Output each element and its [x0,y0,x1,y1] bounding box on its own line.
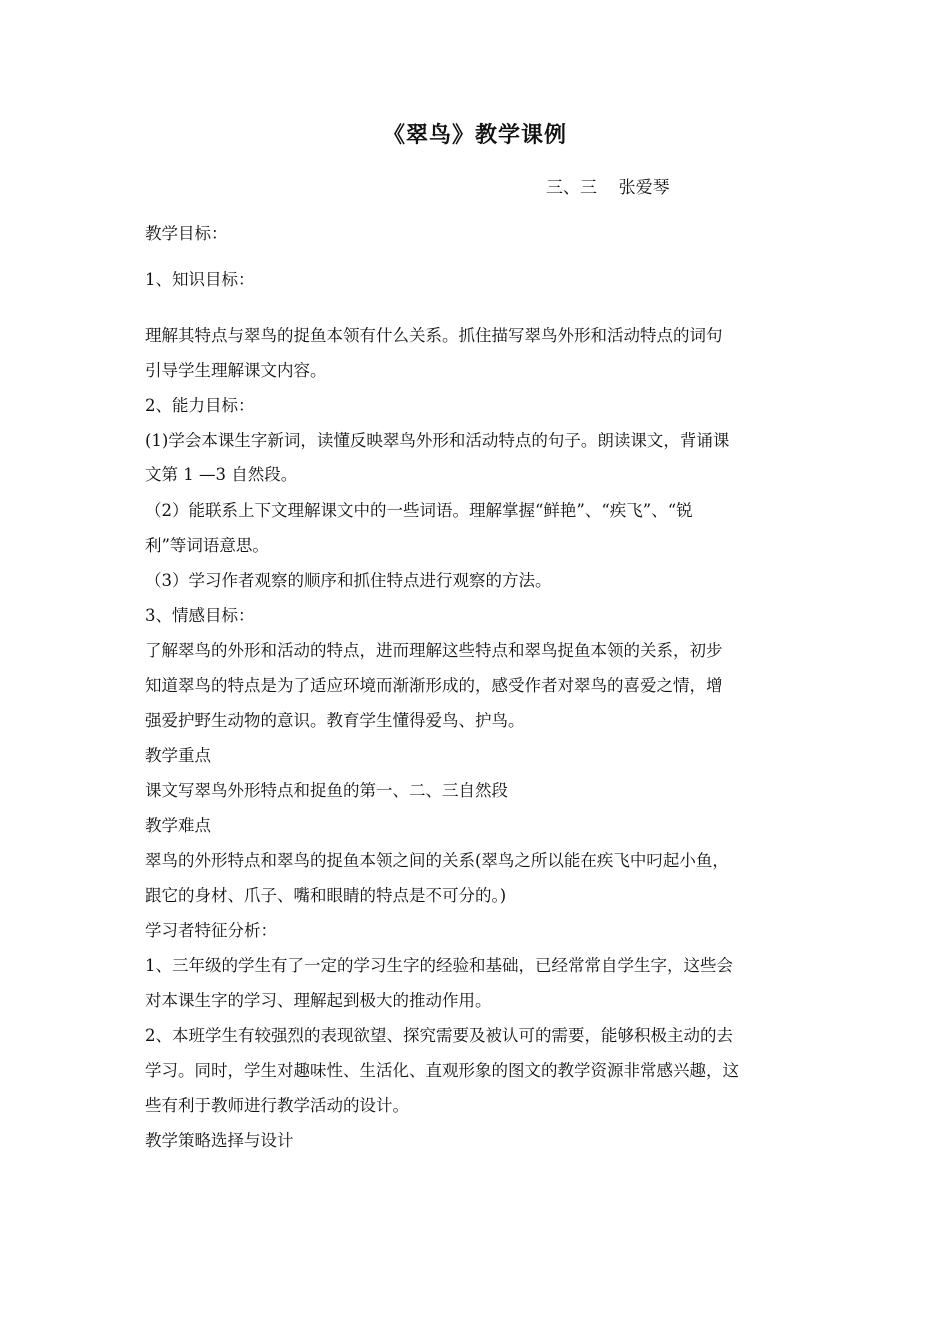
text-line: 利”等词语意思。 [145,536,269,555]
text-line: 1、知识目标： [145,270,255,289]
text-line: 教学目标： [145,224,228,243]
text-line: 跟它的身材、爪子、嘴和眼睛的特点是不可分的。) [145,886,507,905]
text-line: 理解其特点与翠鸟的捉鱼本领有什么关系。抓住描写翠鸟外形和活动特点的词句 [145,326,723,345]
text-line: 学习。同时，学生对趣味性、生活化、直观形象的图文的教学资源非常感兴趣，这 [145,1061,739,1080]
text-line: 教学重点 [145,746,211,765]
text-line: 3、情感目标： [145,606,255,625]
text-line: (1)学会本课生字新词，读懂反映翠鸟外形和活动特点的句子。朗读课文，背诵课 [145,431,730,450]
text-line: 教学策略选择与设计 [145,1131,294,1150]
document-title: 《翠鸟》教学课例 [382,123,567,148]
text-line: （3）学习作者观察的顺序和抓住特点进行观察的方法。 [145,571,552,590]
text-line: 知道翠鸟的特点是为了适应环境而渐渐形成的，感受作者对翠鸟的喜爱之情，增 [145,676,723,695]
text-line: 对本课生字的学习、理解起到极大的推动作用。 [145,991,492,1010]
text-line: 2、能力目标： [145,396,255,415]
text-line: 翠鸟的外形特点和翠鸟的捉鱼本领之间的关系(翠鸟之所以能在疾飞中叼起小鱼， [145,851,729,870]
text-line: 2、本班学生有较强烈的表现欲望、探究需要及被认可的需要，能够积极主动的去 [145,1026,733,1045]
text-line: 1、三年级的学生有了一定的学习生字的经验和基础，已经常常自学生字，这些会 [145,956,733,975]
text-line: 些有利于教师进行教学活动的设计。 [145,1096,409,1115]
text-line: 教学难点 [145,816,211,835]
text-line: 文第 1 —3 自然段。 [145,465,298,484]
text-line: 强爱护野生动物的意识。教育学生懂得爱鸟、护鸟。 [145,711,525,730]
text-line: 课文写翠鸟外形特点和捉鱼的第一、二、三自然段 [145,781,508,800]
text-line: （2）能联系上下文理解课文中的一些词语。理解掌握“鲜艳”、“疾飞”、“锐 [145,501,693,520]
text-line: 引导学生理解课文内容。 [145,361,327,380]
text-line: 了解翠鸟的外形和活动的特点，进而理解这些特点和翠鸟捉鱼本领的关系，初步 [145,641,723,660]
text-line: 学习者特征分析： [145,921,277,940]
author-line: 三、三 张爱琴 [546,178,670,198]
